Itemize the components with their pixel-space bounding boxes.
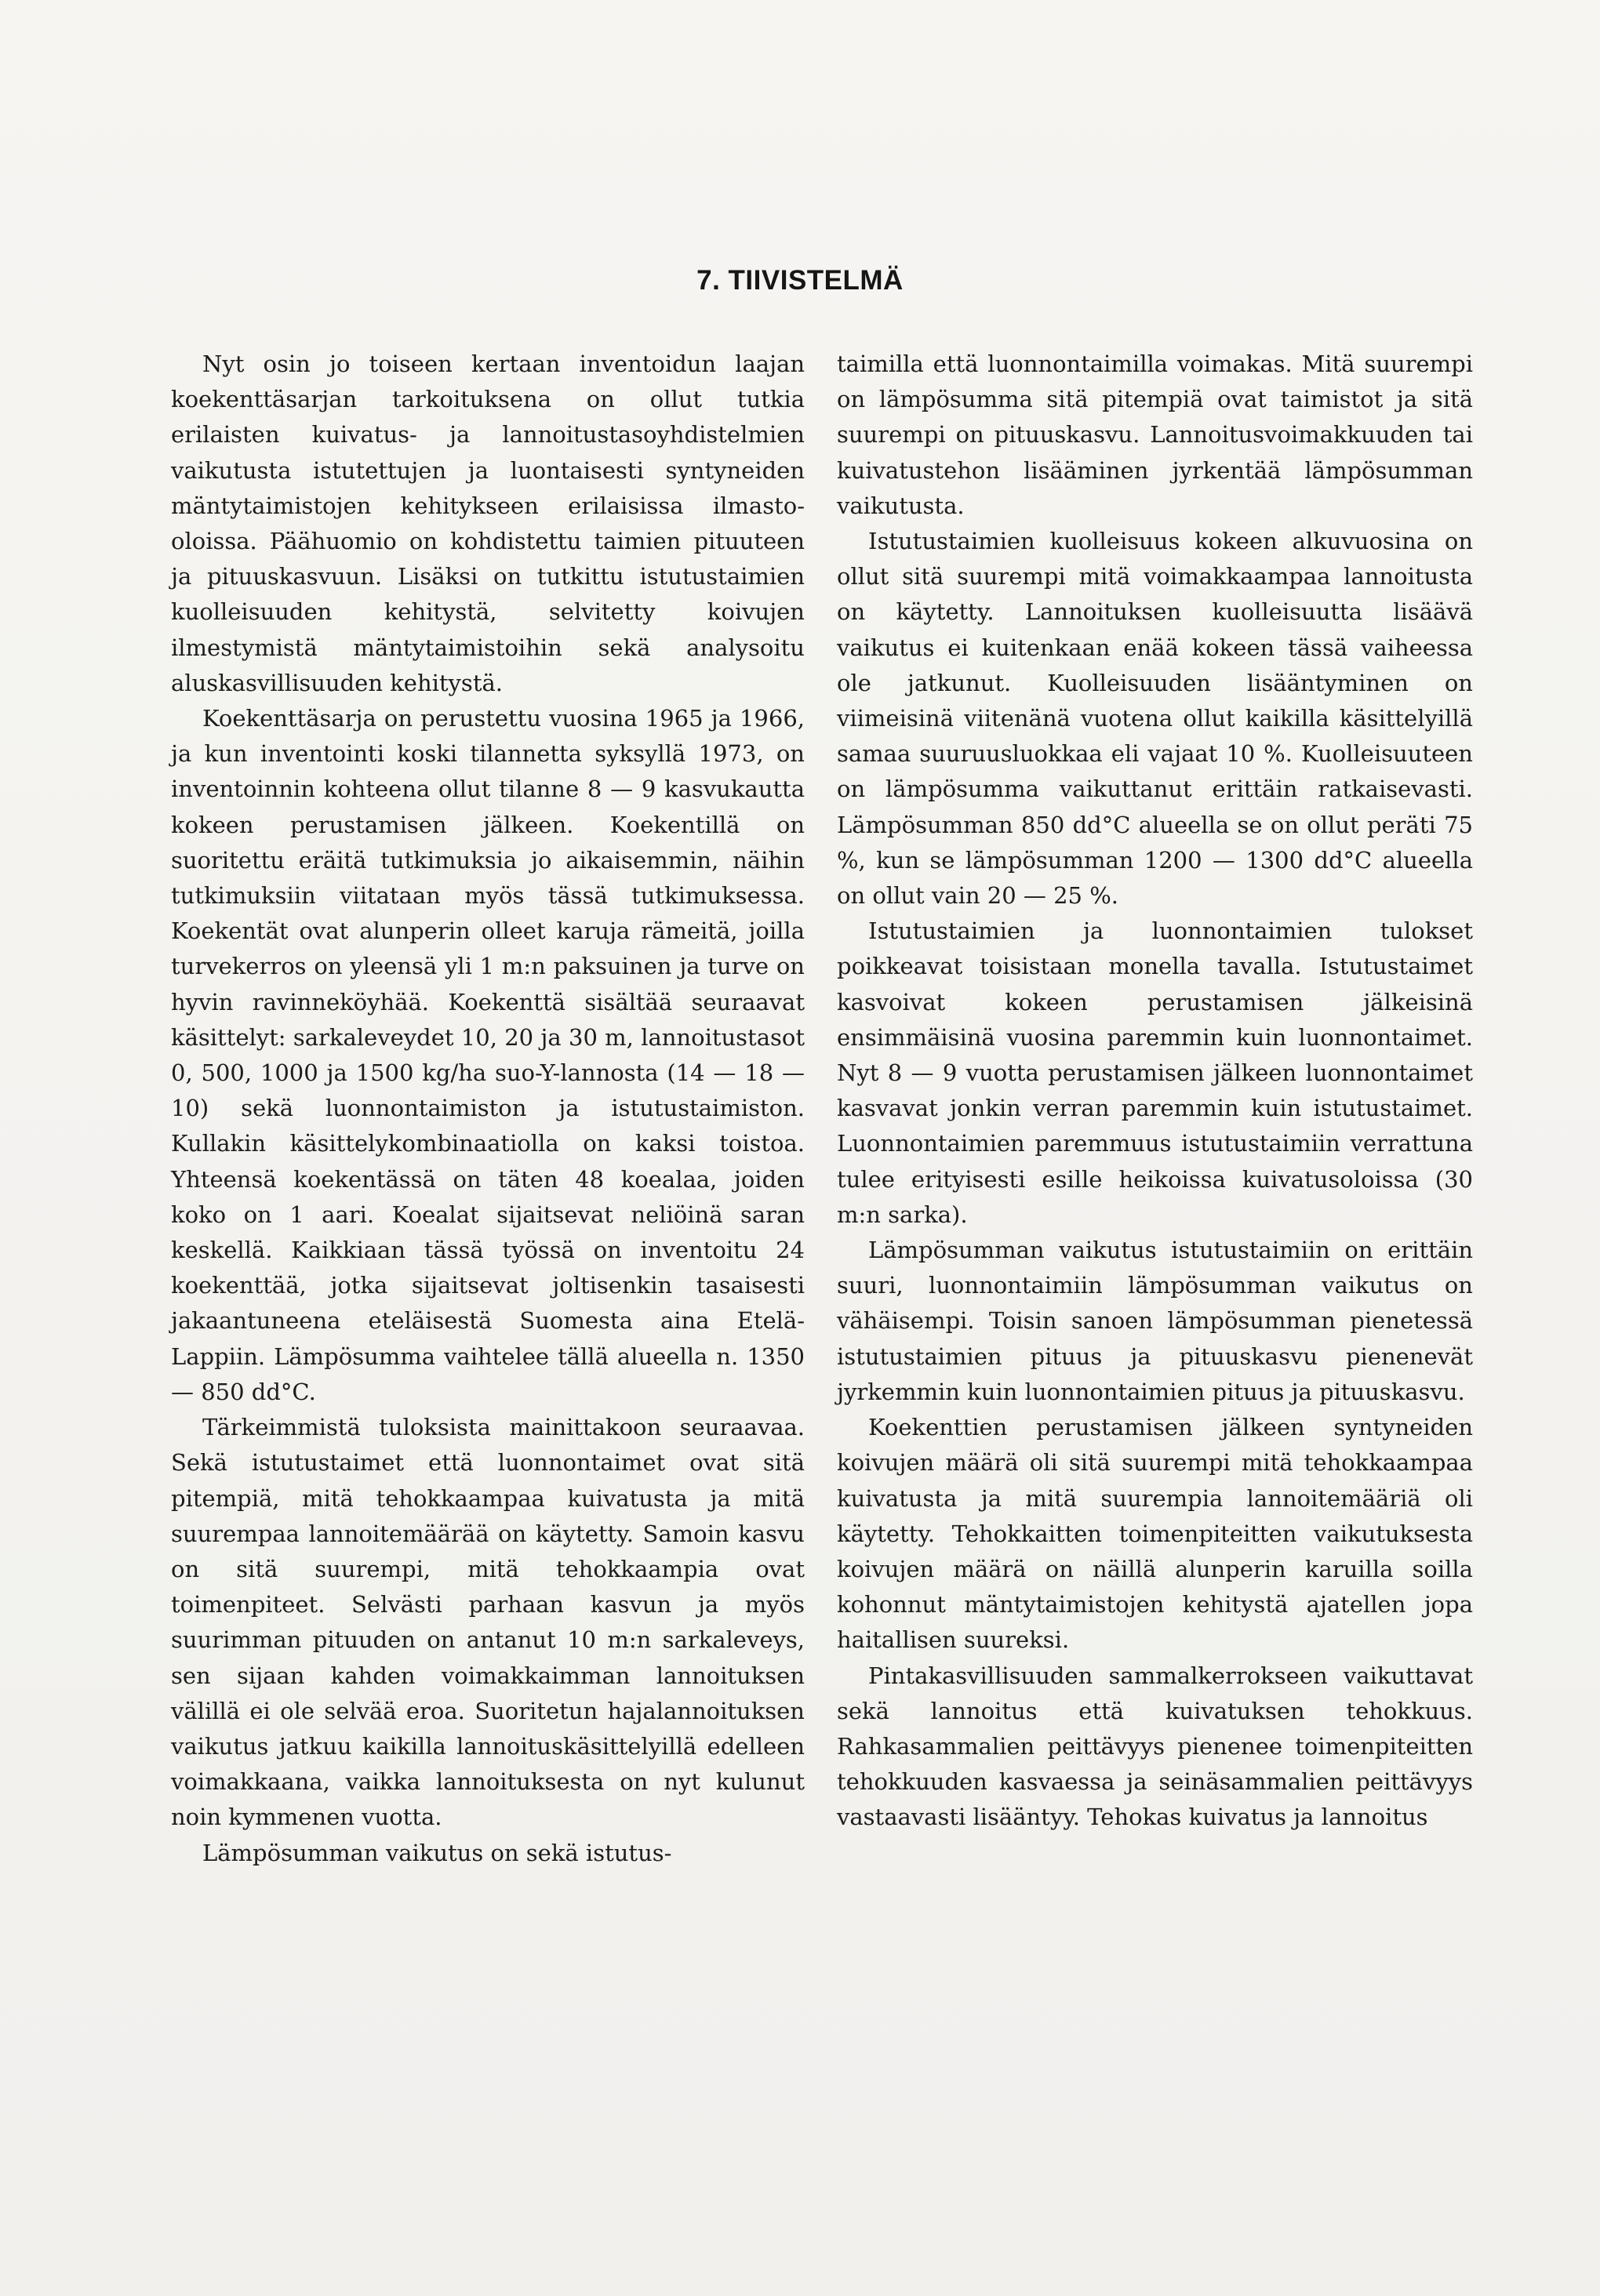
section-heading: 7. TIIVISTELMÄ [696, 265, 904, 296]
left-text-column [171, 347, 805, 1871]
paragraph: taimilla että luonnontaimilla voimakas. Mitä suurempi on lämpösumma sitä pitempiä ovat taimistot ja sitä suurempi on pituuskasvu. Lannoitusvoimakkuuden tai kuivatustehon lisääminen jyrkentää lämpösumman vaikutusta. [837, 351, 1473, 519]
paragraph: Koekenttäsarja on perustettu vuosina 1965 ja 1966, ja kun inventointi koski tilannetta syksyllä 1973, on inventoinnin kohteena ollut tilanne 8 — 9 kasvukautta kokeen perustamisen jälkeen. Koekentillä on suoritettu eräitä tutkimuksia jo aikaisemmin, näihin tutkimuksiin viitataan myös tässä tutkimuksessa. Koekentät ovat alunperin olleet karuja rämeitä, joilla turvekerros on yleensä yli 1 m:n paksuinen ja turve on hyvin ravinneköyhää. Koekenttä sisältää seuraavat käsittelyt: sarkaleveydet 10, 20 ja 30 m, lannoitustasot 0, 500, 1000 ja 1500 kg/ha suo-Y-lannosta (14 — 18 — 10) sekä luonnontaimiston ja istutustaimiston. Kullakin käsittelykombinaatiolla on kaksi toistoa. Yhteensä koekentässä on täten 48 koealaa, joiden koko on 1 aari. Koealat sijaitsevat neliöinä saran keskellä. Kaikkiaan tässä työssä on inventoitu 24 koekenttää, jotka sijaitsevat joltisenkin tasaisesti jakaantuneena eteläisestä Suomesta aina Etelä-Lappiin. Lämpösumma vaihtelee tällä alueella n. 1350 — 850 dd°C. [171, 705, 805, 1405]
paragraph: Nyt osin jo toiseen kertaan inventoidun laajan koekenttäsarjan tarkoituksena on ollut tutkia erilaisten kuivatus- ja lannoitustasoyhdistelmien vaikutusta istutettujen ja luontaisesti syntyneiden mäntytaimistojen kehitykseen erilaisissa ilmasto-oloissa. Päähuomio on kohdistettu taimien pituuteen ja pituuskasvuun. Lisäksi on tutkittu istutustaimien kuolleisuuden kehitystä, selvitetty koivujen ilmestymistä mäntytaimistoihin sekä analysoitu aluskasvillisuuden kehitystä. [171, 351, 805, 696]
paragraph: Istutustaimien ja luonnontaimien tulokset poikkeavat toisistaan monella tavalla. Istutustaimet kasvoivat kokeen perustamisen jälkeisinä ensimmäisinä vuosina paremmin kuin luonnontaimet. Nyt 8 — 9 vuotta perustamisen jälkeen luonnontaimet kasvavat jonkin verran paremmin kuin istutustaimet. Luonnontaimien paremmuus istutustaimiin verrattuna tulee erityisesti esille heikoissa kuivatusoloissa (30 m:n sarka). [837, 917, 1473, 1228]
paragraph: Pintakasvillisuuden sammalkerrokseen vaikuttavat sekä lannoitus että kuivatuksen tehokkuus. Rahkasammalien peittävyys pienenee toimenpiteitten tehokkuuden kasvaessa ja seinäsammalien peittävyys vastaavasti lisääntyy. Tehokas kuivatus ja lannoitus [837, 1662, 1473, 1831]
right-text-column [837, 347, 1473, 1836]
paragraph: Lämpösumman vaikutus istutustaimiin on erittäin suuri, luonnontaimiin lämpösumman vaikutus on vähäisempi. Toisin sanoen lämpösumman pienetessä istutustaimien pituus ja pituuskasvu pienenevät jyrkemmin kuin luonnontaimien pituus ja pituuskasvu. [837, 1237, 1473, 1405]
paragraph: Istutustaimien kuolleisuus kokeen alkuvuosina on ollut sitä suurempi mitä voimakkaampaa lannoitusta on käytetty. Lannoituksen kuolleisuutta lisäävä vaikutus ei kuitenkaan enää kokeen tässä vaiheessa ole jatkunut. Kuolleisuuden lisääntyminen on viimeisinä viitenänä vuotena ollut kaikilla käsittelyillä samaa suuruusluokkaa eli vajaat 10 %. Kuolleisuuteen on lämpösumma vaikuttanut erittäin ratkaisevasti. Lämpösumman 850 dd°C alueella se on ollut peräti 75 %, kun se lämpösumman 1200 — 1300 dd°C alueella on ollut vain 20 — 25 %. [837, 528, 1473, 910]
paragraph: Tärkeimmistä tuloksista mainittakoon seuraavaa. Sekä istutustaimet että luonnontaimet ovat sitä pitempiä, mitä tehokkaampaa kuivatusta ja mitä suurempaa lannoitemäärää on käytetty. Samoin kasvu on sitä suurempi, mitä tehokkaampia ovat toimenpiteet. Selvästi parhaan kasvun ja myös suurimman pituuden on antanut 10 m:n sarkaleveys, sen sijaan kahden voimakkaimman lannoituksen välillä ei ole selvää eroa. Suoritetun hajalannoituksen vaikutus jatkuu kaikilla lannoituskäsittelyillä edelleen voimakkaana, vaikka lannoituksesta on nyt kulunut noin kymmenen vuotta. [171, 1414, 805, 1831]
paragraph: Koekenttien perustamisen jälkeen syntyneiden koivujen määrä oli sitä suurempi mitä tehokkaampaa kuivatusta ja mitä suurempia lannoitemääriä oli käytetty. Tehokkaitten toimenpiteitten vaikutuksesta koivujen määrä on näillä alunperin karuilla soilla kohonnut mäntytaimistojen kehitystä ajatellen jopa haitallisen suureksi. [837, 1414, 1473, 1654]
paragraph: Lämpösumman vaikutus on sekä istutus- [202, 1839, 672, 1866]
